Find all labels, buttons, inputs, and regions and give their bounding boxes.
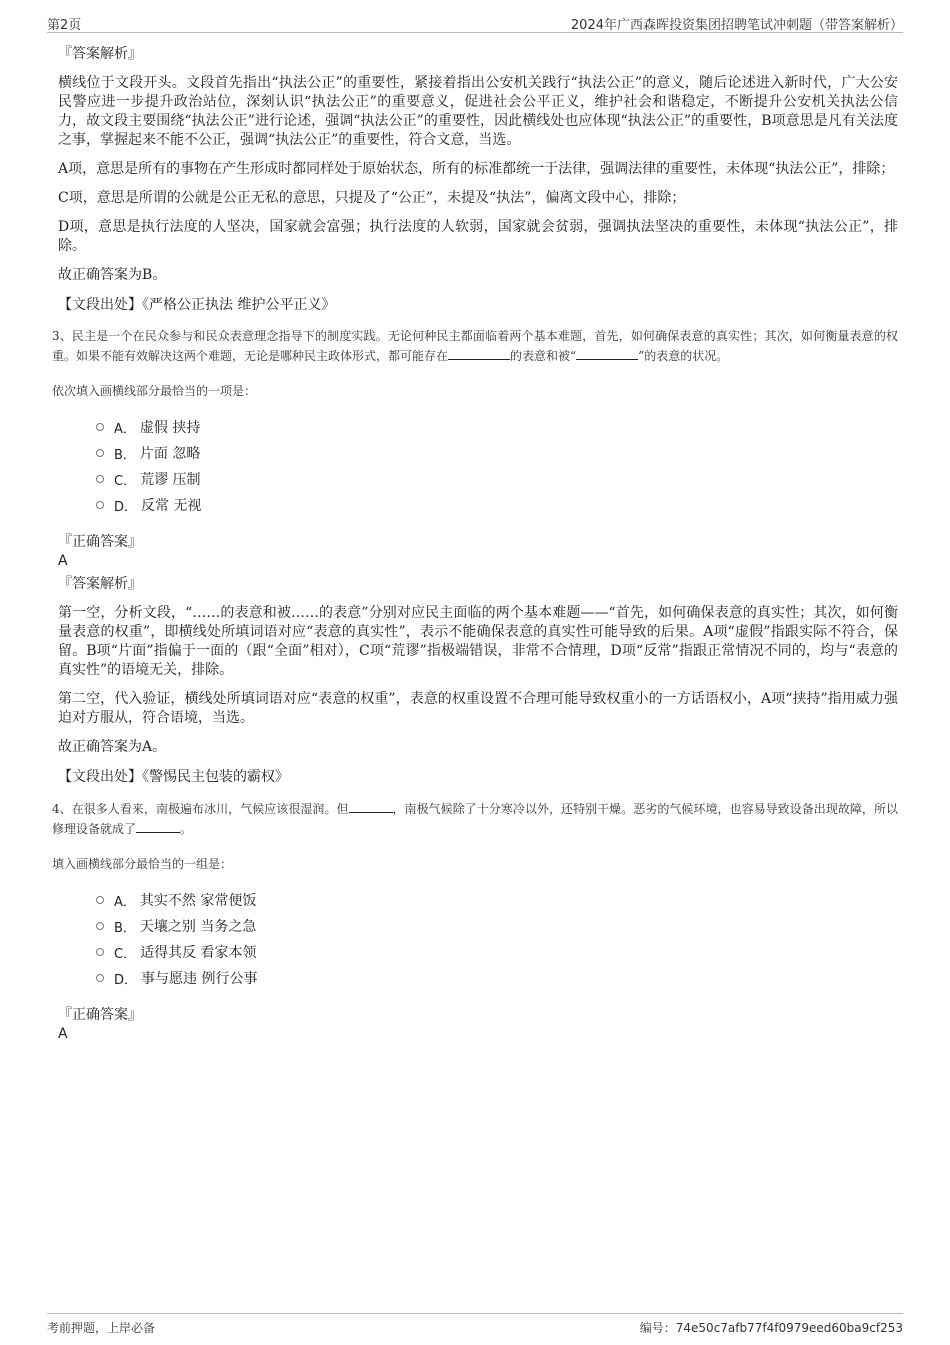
- q4-prompt: 填入画横线部分最恰当的一组是：: [52, 857, 233, 871]
- q2-analysis-para: C项，意思是所谓的公就是公正无私的意思，只提及了“公正”，未提及“执法”，偏离文段中心，排除；: [58, 190, 686, 206]
- document-title: 2024年广西森晖投资集团招聘笔试冲刺题（带答案解析）: [570, 18, 903, 33]
- q4-correct-answer: A: [58, 1026, 68, 1042]
- q2-analysis-para: D项，意思是执行法度的人坚决，国家就会富强；执行法度的人软弱，国家就会贫弱，强调执法坚决的重要性，未体现“执法公正”，排除。: [58, 219, 898, 254]
- radio-icon[interactable]: [96, 449, 104, 457]
- q3-option-a[interactable]: A． 虚假 挟持: [96, 414, 898, 440]
- q3-correct-answer: A: [58, 553, 68, 569]
- q3-option-c[interactable]: C． 荒谬 压制: [96, 466, 898, 492]
- radio-icon[interactable]: [96, 501, 104, 509]
- blank: [576, 346, 638, 360]
- q4-option-a[interactable]: A． 其实不然 家常便饭: [96, 887, 898, 913]
- q3-conclusion: 故正确答案为A。: [58, 739, 167, 755]
- radio-icon[interactable]: [96, 423, 104, 431]
- page-content: [52, 44, 898, 1047]
- q2-source: 【文段出处】《严格公正执法 维护公平正义》: [58, 297, 336, 313]
- footer-slogan: 考前押题，上岸必备: [47, 1321, 156, 1335]
- q3-option-d[interactable]: D． 反常 无视: [96, 492, 898, 518]
- footer-serial: 编号：74e50c7afb77f4f0979eed60ba9cf253: [639, 1321, 903, 1335]
- q2-analysis-para: A项，意思是所有的事物在产生形成时都同样处于原始状态，所有的标准都统一于法律，强调法律的重要性，未体现“执法公正”，排除；: [58, 161, 895, 177]
- q3-prompt: 依次填入画横线部分最恰当的一项是：: [52, 384, 257, 398]
- radio-icon[interactable]: [96, 475, 104, 483]
- radio-icon[interactable]: [96, 974, 104, 982]
- q3-source: 【文段出处】《警惕民主包装的霸权》: [58, 769, 289, 785]
- q4-correct-label: 『正确答案』: [58, 1007, 142, 1023]
- blank: [448, 346, 510, 360]
- q3-correct-label: 『正确答案』: [58, 534, 142, 550]
- q3-question-text: 3、民主是一个在民众参与和民众表意理念指导下的制度实践。无论何种民主都面临着两个基本难题，首先，如何确保表意的真实性；其次，如何衡量表意的权重。如果不能有效解决这两个难题，无论是哪种民主政体形式，都可能存在 的表意和被“ ”的表意的状况。: [52, 329, 898, 363]
- page-footer: [47, 1313, 903, 1336]
- q3-options: [96, 414, 898, 518]
- page-number: 第2页: [47, 18, 82, 33]
- blank: [136, 819, 180, 833]
- q4-option-d[interactable]: D． 事与愿违 例行公事: [96, 965, 898, 991]
- q3-analysis-para: 第一空，分析文段，“……的表意和被……的表意”分别对应民主面临的两个基本难题——“首先，如何确保表意的真实性；其次，如何衡量表意的权重”，即横线处所填词语对应“表意的真实性”，表示不能确保表意的真实性可能导致的后果。A项“虚假”指跟实际不符合，保留。B项“片面”指偏于一面的（跟“全面”相对），C项“荒谬”指极端错误，非常不合情理，D项“反常”指跟正常情况不同的，均与“表意的真实性”的语境无关，排除。: [58, 605, 898, 678]
- q2-analysis-para: 横线位于文段开头。文段首先指出“执法公正”的重要性，紧接着指出公安机关践行“执法公正”的意义，随后论述进入新时代，广大公安民警应进一步提升政治站位，深刻认识“执法公正”的重要意义，促进社会公平正义，维护社会和谐稳定，不断提升公安机关执法公信力，故文段主要围绕“执法公正”进行论述，强调“执法公正”的重要性，因此横线处也应体现“执法公正”的重要性，B项意思是凡有关法度之事，掌握起来不能不公正，强调“执法公正”的重要性，符合文意，当选。: [58, 75, 898, 148]
- radio-icon[interactable]: [96, 922, 104, 930]
- q4-question-text: 4、在很多人看来，南极遍布冰川，气候应该很湿润。但 ，南极气候除了十分寒冷以外，还特别干燥。恶劣的气候环境，也容易导致设备出现故障，所以修理设备就成了 。: [52, 799, 898, 839]
- q4-option-b[interactable]: B． 天壤之别 当务之急: [96, 913, 898, 939]
- radio-icon[interactable]: [96, 948, 104, 956]
- q4-option-c[interactable]: C． 适得其反 看家本领: [96, 939, 898, 965]
- q3-analysis-para: 第二空，代入验证，横线处所填词语对应“表意的权重”，表意的权重设置不合理可能导致权重小的一方话语权小，A项“挟持”指用威力强迫对方服从，符合语境，当选。: [58, 691, 898, 726]
- radio-icon[interactable]: [96, 896, 104, 904]
- q3-analysis-label: 『答案解析』: [58, 576, 142, 592]
- q2-analysis-label: 『答案解析』: [58, 46, 142, 62]
- q2-conclusion: 故正确答案为B。: [58, 267, 167, 283]
- q4-options: [96, 887, 898, 991]
- blank: [349, 799, 393, 813]
- page-header: [47, 12, 903, 33]
- q3-option-b[interactable]: B． 片面 忽略: [96, 440, 898, 466]
